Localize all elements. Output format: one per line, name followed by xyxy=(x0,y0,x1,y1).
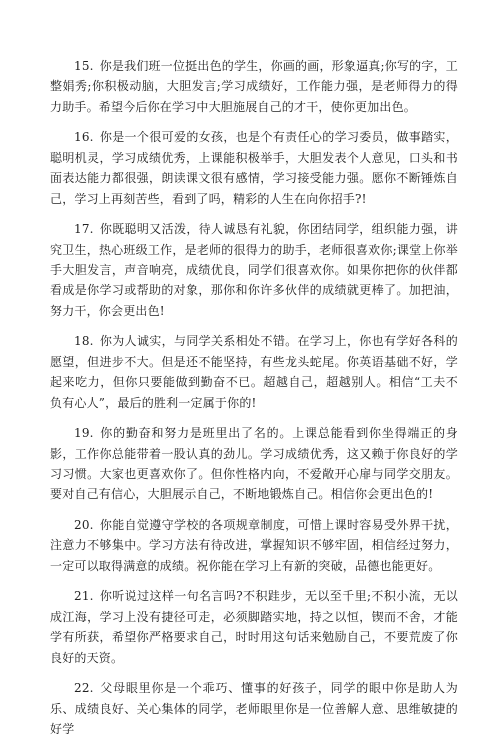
paragraph-number: 22. xyxy=(74,681,94,696)
comment-paragraph-15 xyxy=(50,56,458,117)
paragraph-number: 18. xyxy=(74,334,94,349)
paragraph-number: 15. xyxy=(74,59,94,73)
paragraph-number: 17. xyxy=(74,222,94,237)
paragraph-text: 你能自觉遵守学校的各项规章制度，可惜上课时容易受外界干扰，注意力不够集中。学习方法有待改进，掌握知识不够牢固，相信经过努力，一定可以取得满意的成绩。祝你能在学习上有新的突破，品德也能更好。 xyxy=(50,518,458,573)
comment-paragraph-16 xyxy=(50,127,458,209)
paragraph-text: 你的勤奋和努力是班里出了名的。上课总能看到你坐得端正的身影，工作你总能带着一股认真的劲儿。学习成绩优秀，这又赖于你良好的学习习惯。大家也更喜欢你了。但你性格内向，不爱敞开心扉与同学交朋友。要对自己有信心，大胆展示自己，不断地锻炼自己。相信你会更出色的! xyxy=(50,426,458,502)
comment-paragraph-21 xyxy=(50,586,458,668)
paragraph-number: 16. xyxy=(74,130,94,145)
comment-paragraph-22 xyxy=(50,678,458,739)
document-body xyxy=(50,56,458,750)
paragraph-number: 19. xyxy=(74,426,94,441)
paragraph-text: 你为人诚实，与同学关系相处不错。在学习上，你也有学好各科的愿望，但进步不大。但是还不能坚持，有些龙头蛇尾。你英语基础不好，学起来吃力，但你只要能做到勤奋不已。超越自己，超越别人。相信“工夫不负有心人”，最后的胜利一定属于你的! xyxy=(50,334,458,410)
comment-paragraph-18 xyxy=(50,331,458,413)
paragraph-number: 20. xyxy=(74,518,94,533)
paragraph-text: 你既聪明又活泼，待人诚恳有礼貌，你团结同学，组织能力强，讲究卫生，热心班级工作，是老师的很得力的助手，老师很喜欢你;课堂上你举手大胆发言，声音响亮，成绩优良，同学们很喜欢你。如果你把你的伙伴都看成是你学习或帮助的对象，那你和你许多伙伴的成绩就更棒了。加把油，努力干，你会更出色! xyxy=(50,222,458,318)
paragraph-text: 你是一个很可爱的女孩，也是个有责任心的学习委员，做事踏实，聪明机灵，学习成绩优秀，上课能积极举手，大胆发表个人意见，口头和书面表达能力都很强，朗读课文很有感情，学习接受能力强。愿你不断锤炼自己，学习上再刻苦些，看到了吗，精彩的人生在向你招手?! xyxy=(50,130,458,206)
paragraph-number: 21. xyxy=(74,589,94,604)
paragraph-text: 你是我们班一位挺出色的学生，你画的画，形象逼真;你写的字，工整娟秀;你积极动脑，大胆发言;学习成绩好，工作能力强，是老师得力的得力助手。希望今后你在学习中大胆施展自己的才干，使你更加出色。 xyxy=(50,59,458,114)
comment-paragraph-19 xyxy=(50,423,458,505)
comment-paragraph-17 xyxy=(50,219,458,321)
paragraph-text: 父母眼里你是一个乖巧、懂事的好孩子，同学的眼中你是助人为乐、成绩良好、关心集体的同学，老师眼里你是一位善解人意、思维敏捷的好学 xyxy=(50,681,458,737)
paragraph-text: 你听说过这样一句名言吗?不积跬步，无以至千里;不积小流，无以成江海，学习上没有捷径可走，必须脚踏实地，持之以恒，锲而不舍，才能学有所获，希望你严格要求自己，时时用这句话来勉励自己，不要荒废了你良好的天资。 xyxy=(50,589,458,665)
comment-paragraph-20 xyxy=(50,515,458,576)
